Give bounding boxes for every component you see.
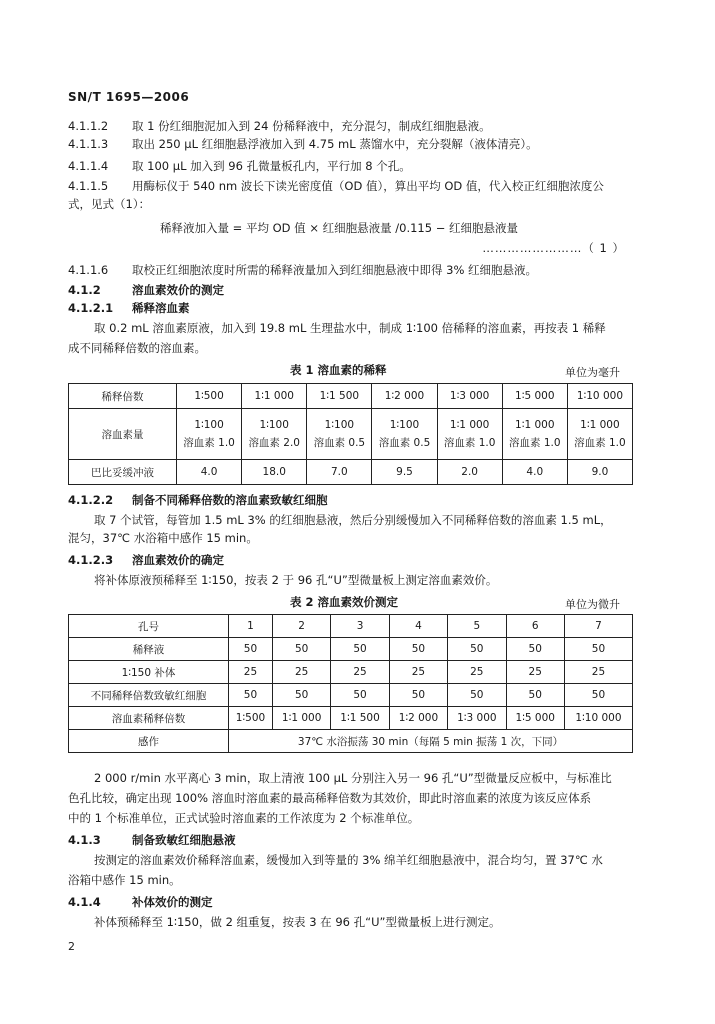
table-cell: 1∶10 000 xyxy=(567,384,632,409)
table-row xyxy=(69,615,633,638)
table-cell: 50 xyxy=(389,638,447,661)
section-number: 4.1.2.2 xyxy=(68,493,114,507)
merged-cell: 37℃ 水浴振荡 30 min（每隔 5 min 振荡 1 次，下同） xyxy=(229,730,633,753)
table-cell: 50 xyxy=(229,638,273,661)
section-number: 4.1.1.3 xyxy=(68,137,109,151)
section-number: 4.1.2.1 xyxy=(68,301,114,315)
section-4-1-4 xyxy=(68,894,213,910)
table-cell: 7 xyxy=(564,615,632,638)
table-cell: 25 xyxy=(389,661,447,684)
para-4-1-1-3 xyxy=(68,136,538,152)
table-cell: 1 xyxy=(229,615,273,638)
para-4-1-1-5-cont: 式，见式（1）： xyxy=(68,197,151,211)
table-cell: 50 xyxy=(506,638,564,661)
row-label: 巴比妥缓冲液 xyxy=(69,460,177,485)
table-cell: 4.0 xyxy=(502,460,567,485)
table-cell: 50 xyxy=(331,684,389,707)
para-text: 取 1 份红细胞泥加入到 24 份稀释液中，充分混匀，制成红细胞悬液。 xyxy=(132,119,491,133)
table-cell: 4 xyxy=(389,615,447,638)
table-cell: 25 xyxy=(331,661,389,684)
table-cell: 50 xyxy=(272,638,330,661)
para-sensitized-rbc: 按测定的溶血素效价稀释溶血素，缓慢加入到等量的 3% 绵羊红细胞悬液中，混合均匀，置 37℃ 水 xyxy=(94,853,603,867)
table-cell: 4.0 xyxy=(177,460,242,485)
para-complement-titer: 补体预稀释至 1∶150，做 2 组重复，按表 3 在 96 孔“U”型微量板上进行测定。 xyxy=(94,915,501,929)
section-4-1-2 xyxy=(68,282,224,298)
table-cell: 1∶10 000 xyxy=(564,707,632,730)
table-cell: 1∶2 000 xyxy=(389,707,447,730)
table-cell: 1∶1 500 xyxy=(307,384,372,409)
table-cell: 9.0 xyxy=(567,460,632,485)
table2-unit: 单位为微升 xyxy=(565,598,620,611)
section-title: 补体效价的测定 xyxy=(132,895,213,909)
table-row xyxy=(69,384,633,409)
table-cell: 2 xyxy=(272,615,330,638)
table-cell: 9.5 xyxy=(372,460,437,485)
para-centrifuge-cont2: 中的 1 个标准单位，正式试验时溶血素的工作浓度为 2 个标准单位。 xyxy=(68,811,420,825)
para-text: 取 100 μL 加入到 96 孔微量板孔内，平行加 8 个孔。 xyxy=(132,159,411,173)
table-cell: 2.0 xyxy=(437,460,502,485)
para-dilution-cont: 成不同稀释倍数的溶血素。 xyxy=(68,341,206,355)
table-cell: 1∶500 xyxy=(229,707,273,730)
para-text: 取出 250 μL 红细胞悬浮液加入到 4.75 mL 蒸馏水中，充分裂解（液体清亮）。 xyxy=(132,137,538,151)
section-number: 4.1.1.4 xyxy=(68,159,109,173)
para-centrifuge: 2 000 r/min 水平离心 3 min，取上清液 100 μL 分别注入另一 96 孔“U”型微量反应板中，与标准比 xyxy=(94,771,612,785)
section-4-1-3 xyxy=(68,832,236,848)
table-cell: 50 xyxy=(389,684,447,707)
table-cell: 1∶5 000 xyxy=(506,707,564,730)
section-number: 4.1.2.3 xyxy=(68,553,114,567)
table-row xyxy=(69,409,633,460)
table-cell: 1∶500 xyxy=(177,384,242,409)
row-label: 感作 xyxy=(69,730,229,753)
para-4-1-1-4 xyxy=(68,158,411,174)
table-cell: 1∶1 500 xyxy=(331,707,389,730)
para-sensitized-rbc-cont: 浴箱中感作 15 min。 xyxy=(68,873,181,887)
row-label: 不同稀释倍数致敏红细胞 xyxy=(69,684,229,707)
para-4-1-1-2 xyxy=(68,118,491,134)
table-row xyxy=(69,638,633,661)
table-cell: 50 xyxy=(506,684,564,707)
table-cell: 25 xyxy=(506,661,564,684)
table2-caption: 表 2 溶血素效价测定 xyxy=(290,595,399,609)
para-sensitize-cont: 混匀，37℃ 水浴箱中感作 15 min。 xyxy=(68,531,258,545)
section-title: 溶血素效价的确定 xyxy=(132,553,224,567)
row-label: 稀释倍数 xyxy=(69,384,177,409)
section-number: 4.1.2 xyxy=(68,283,101,297)
section-number: 4.1.4 xyxy=(68,895,101,909)
row-label: 稀释液 xyxy=(69,638,229,661)
table-row xyxy=(69,730,633,753)
table-cell: 50 xyxy=(272,684,330,707)
section-title: 制备致敏红细胞悬液 xyxy=(132,833,236,847)
equation-number: ……………………（ 1 ） xyxy=(482,241,625,255)
section-title: 制备不同稀释倍数的溶血素致敏红细胞 xyxy=(132,493,328,507)
table-cell: 1∶100 溶血素 2.0 xyxy=(242,409,307,460)
para-complement-predilute: 将补体原液预稀释至 1∶150，按表 2 于 96 孔“U”型微量板上测定溶血素效价。 xyxy=(94,573,498,587)
table-2 xyxy=(68,614,633,753)
para-4-1-1-6 xyxy=(68,262,537,278)
para-text: 用酶标仪于 540 nm 波长下读光密度值（OD 值），算出平均 OD 值，代入校正红细胞浓度公 xyxy=(132,179,604,193)
table-cell: 50 xyxy=(564,638,632,661)
table-cell: 25 xyxy=(229,661,273,684)
para-centrifuge-cont1: 色孔比较，确定出现 100% 溶血时溶血素的最高稀释倍数为其效价，即此时溶血素的浓度为该反应体系 xyxy=(68,791,592,805)
section-4-1-2-2 xyxy=(68,492,328,508)
table-cell: 6 xyxy=(506,615,564,638)
table-cell: 1∶1 000 溶血素 1.0 xyxy=(437,409,502,460)
row-label: 孔号 xyxy=(69,615,229,638)
section-4-1-2-3 xyxy=(68,552,224,568)
table-cell: 7.0 xyxy=(307,460,372,485)
table-cell: 5 xyxy=(448,615,506,638)
table-cell: 1∶1 000 xyxy=(272,707,330,730)
table-cell: 18.0 xyxy=(242,460,307,485)
table-row xyxy=(69,661,633,684)
table-row xyxy=(69,460,633,485)
table-cell: 1∶3 000 xyxy=(448,707,506,730)
table-1 xyxy=(68,383,633,485)
standard-number: SN/T 1695—2006 xyxy=(68,90,190,104)
section-number: 4.1.1.5 xyxy=(68,179,109,193)
section-number: 4.1.1.6 xyxy=(68,263,109,277)
row-label: 1∶150 补体 xyxy=(69,661,229,684)
table-cell: 50 xyxy=(331,638,389,661)
table-cell: 25 xyxy=(448,661,506,684)
section-number: 4.1.3 xyxy=(68,833,101,847)
para-sensitize: 取 7 个试管，每管加 1.5 mL 3% 的红细胞悬液，然后分别缓慢加入不同稀释倍数的溶血素 1.5 mL， xyxy=(94,513,612,527)
formula-1: 稀释液加入量 = 平均 OD 值 × 红细胞悬液量 /0.115 − 红细胞悬液量 xyxy=(160,221,519,235)
row-label: 溶血素稀释倍数 xyxy=(69,707,229,730)
table1-unit: 单位为毫升 xyxy=(565,366,620,379)
table-cell: 50 xyxy=(448,638,506,661)
para-text: 取校正红细胞浓度时所需的稀释液量加入到红细胞悬液中即得 3% 红细胞悬液。 xyxy=(132,263,538,277)
table-cell: 1∶5 000 xyxy=(502,384,567,409)
table-cell: 1∶3 000 xyxy=(437,384,502,409)
table-cell: 1∶1 000 溶血素 1.0 xyxy=(567,409,632,460)
table-cell: 3 xyxy=(331,615,389,638)
table-cell: 1∶1 000 xyxy=(242,384,307,409)
table-cell: 1∶100 溶血素 1.0 xyxy=(177,409,242,460)
row-label: 溶血素量 xyxy=(69,409,177,460)
section-title: 稀释溶血素 xyxy=(132,301,190,315)
table-cell: 50 xyxy=(448,684,506,707)
section-title: 溶血素效价的测定 xyxy=(132,283,224,297)
table-cell: 1∶1 000 溶血素 1.0 xyxy=(502,409,567,460)
table-cell: 25 xyxy=(564,661,632,684)
table1-caption: 表 1 溶血素的稀释 xyxy=(290,363,387,377)
table-cell: 1∶100 溶血素 0.5 xyxy=(307,409,372,460)
section-4-1-2-1 xyxy=(68,300,190,316)
table-cell: 1∶2 000 xyxy=(372,384,437,409)
table-row xyxy=(69,707,633,730)
para-4-1-1-5 xyxy=(68,178,604,194)
table-cell: 25 xyxy=(272,661,330,684)
page-number: 2 xyxy=(68,940,75,953)
table-cell: 50 xyxy=(229,684,273,707)
section-number: 4.1.1.2 xyxy=(68,119,109,133)
table-cell: 1∶100 溶血素 0.5 xyxy=(372,409,437,460)
table-cell: 50 xyxy=(564,684,632,707)
table-row xyxy=(69,684,633,707)
para-dilution: 取 0.2 mL 溶血素原液，加入到 19.8 mL 生理盐水中，制成 1∶100 倍稀释的溶血素，再按表 1 稀释 xyxy=(94,321,606,335)
